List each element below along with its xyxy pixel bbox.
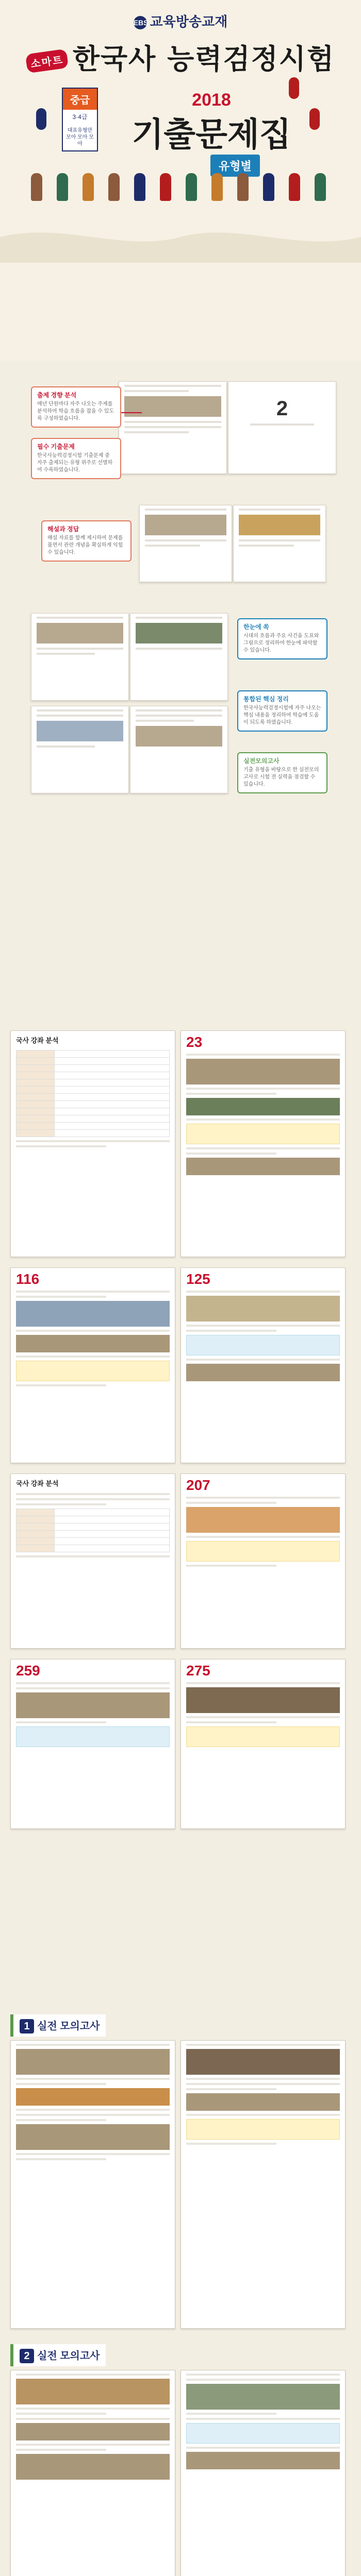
callout-title: 출제 경향 분석 — [37, 392, 77, 399]
sample-panel — [10, 1659, 175, 1829]
callout-text: 해설 자료를 함께 제시하여 문제를 풀면서 관련 개념을 확실하게 익힐 수 있습니다. — [47, 535, 123, 555]
page-number: 2 — [276, 397, 288, 420]
sample-page — [31, 613, 129, 701]
feature-row-3 — [31, 613, 330, 799]
content-table — [16, 1509, 170, 1552]
sample-page — [31, 706, 129, 793]
figure-icon — [57, 173, 68, 201]
callout-analysis — [31, 386, 121, 428]
question-number: 275 — [186, 1663, 210, 1679]
feature-guide — [0, 361, 361, 1030]
sample-panel — [180, 1267, 346, 1463]
exam-page — [180, 2370, 346, 2576]
sample-panel — [10, 1267, 175, 1463]
exam-number: 2 — [20, 2349, 34, 2363]
sample-pages-grid — [0, 1030, 361, 2009]
callout-title: 통합된 핵심 정리 — [243, 696, 289, 703]
sample-page — [119, 381, 227, 474]
callout-summary — [237, 618, 327, 659]
panel-header: 국사 강좌 분석 — [16, 1037, 59, 1044]
callout-text: 기출 유형을 바탕으로 한 실전모의고사로 시험 전 실력을 점검할 수 있습니다. — [243, 767, 319, 787]
exam-label: 실전 모의고사 — [37, 2021, 100, 2032]
callout-text: 한국사능력검정시험 기출문제 중 자주 출제되는 유형 위주로 선별하여 수록하였습니다. — [37, 453, 113, 473]
ebs-logo: EBS — [134, 16, 147, 29]
figure-icon — [134, 173, 145, 201]
content-table — [16, 1050, 170, 1137]
type-tag: 유형별 — [210, 155, 260, 177]
question-number: 125 — [186, 1271, 210, 1287]
callout-text: 시대의 흐름과 주요 사건을 도표와 그림으로 정리하여 한눈에 파악할 수 있습니다. — [243, 633, 319, 653]
exam-heading — [10, 2344, 106, 2366]
sample-page — [233, 505, 326, 582]
callout-title: 실전모의고사 — [243, 757, 280, 765]
callout-title: 해설과 정답 — [47, 526, 79, 533]
figure-icon — [186, 173, 197, 201]
figure-icon — [211, 173, 223, 201]
side-text: 대표유형만 모아 모아 모아 — [63, 124, 97, 150]
publisher-line — [0, 11, 361, 30]
cover-hero — [0, 0, 361, 361]
title-text: 한국사 능력검정시험 — [72, 42, 335, 75]
callout-title: 필수 기출문제 — [37, 443, 75, 450]
feature-row-2 — [31, 505, 330, 592]
lantern-icon — [309, 108, 320, 130]
callout-questions — [31, 438, 121, 479]
publisher-name: 교육방송교재 — [150, 14, 228, 29]
callout-text: 매년 단원마다 자주 나오는 주제를 분석하여 학습 흐름을 잡을 수 있도록 구성하였습니다. — [37, 401, 114, 421]
book-title — [0, 37, 361, 77]
exam-label: 실전 모의고사 — [37, 2350, 100, 2362]
figure-icon — [31, 173, 42, 201]
panel-header: 국사 강좌 분석 — [16, 1480, 59, 1487]
figure-icon — [160, 173, 171, 201]
decorative-wave — [0, 216, 361, 263]
figure-icon — [315, 173, 326, 201]
sample-panel — [180, 1030, 346, 1257]
sample-page — [130, 706, 228, 793]
feature-row-1 — [31, 381, 330, 484]
callout-text: 한국사능력검정시험에 자주 나오는 핵심 내용을 정리하여 학습에 도움이 되도록 하였습니다. — [243, 705, 321, 725]
year: 2018 — [192, 90, 231, 110]
level-sub: 3·4급 — [63, 110, 97, 124]
mock-exam-section — [0, 2009, 361, 2576]
sample-page — [130, 613, 228, 701]
callout-core — [237, 690, 327, 732]
callout-mock — [237, 752, 327, 793]
callout-title: 한눈에 쏙 — [243, 623, 269, 631]
sample-page — [228, 381, 336, 474]
exam-page — [180, 2040, 346, 2329]
figure-icon — [263, 173, 274, 201]
figure-icon — [83, 173, 94, 201]
lantern-icon — [36, 108, 46, 130]
figure-icon — [289, 173, 300, 201]
smart-badge: 소마트 — [25, 49, 69, 74]
figure-icon — [108, 173, 120, 201]
question-number: 259 — [16, 1663, 40, 1679]
callout-answers — [41, 520, 132, 562]
historical-figures — [21, 165, 340, 201]
main-title: 기출문제집 — [132, 115, 291, 154]
exam-number: 1 — [20, 2019, 34, 2033]
sample-panel — [10, 1473, 175, 1649]
lantern-icon — [289, 77, 299, 99]
sample-panel — [180, 1659, 346, 1829]
question-number: 207 — [186, 1477, 210, 1493]
exam-page — [10, 2040, 175, 2329]
figure-icon — [237, 173, 249, 201]
question-number: 23 — [186, 1034, 203, 1050]
sample-page — [139, 505, 232, 582]
question-number: 116 — [16, 1271, 40, 1287]
sample-panel — [10, 1030, 175, 1257]
connector-line — [121, 412, 142, 413]
exam-heading — [10, 2014, 106, 2037]
level-top: 중급 — [63, 89, 97, 110]
exam-page — [10, 2370, 175, 2576]
sample-panel — [180, 1473, 346, 1649]
